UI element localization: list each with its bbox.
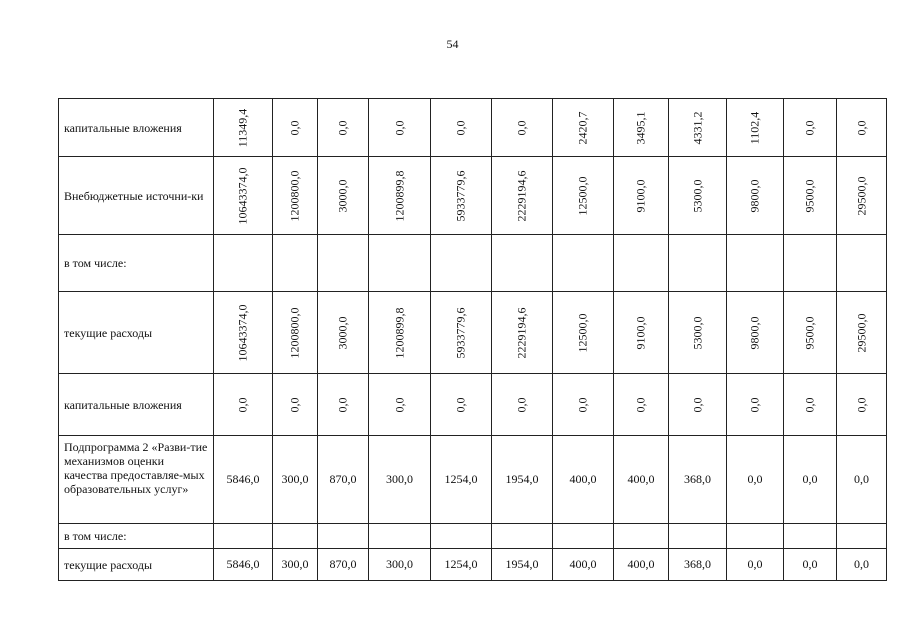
- table-cell: 368,0: [669, 549, 727, 581]
- table-cell: [431, 374, 492, 436]
- cell-value: 0,0: [335, 397, 350, 412]
- table-cell: [669, 374, 727, 436]
- cell-value: 29500,0: [854, 176, 868, 215]
- cell-value: 0,0: [335, 120, 350, 135]
- table-cell: [369, 374, 431, 436]
- table-cell: [369, 292, 431, 374]
- row-label: Внебюджетные источни-ки: [59, 157, 214, 235]
- cell-value: 4331,2: [690, 111, 704, 144]
- table-cell: 0,0: [727, 549, 784, 581]
- table-cell: 0,0: [837, 549, 887, 581]
- row-label: в том числе:: [59, 524, 214, 549]
- table-cell: [214, 524, 273, 549]
- table-cell: 300,0: [369, 436, 431, 524]
- table-row: [59, 235, 887, 292]
- cell-value: 12500,0: [575, 176, 590, 215]
- cell-value: 0,0: [287, 120, 302, 135]
- table-cell: [553, 374, 614, 436]
- table-row: [59, 157, 887, 235]
- table-cell: [614, 99, 669, 157]
- table-cell: [492, 524, 553, 549]
- cell-value: 3000,0: [335, 316, 350, 349]
- table-cell: [214, 99, 273, 157]
- table-cell: 400,0: [614, 436, 669, 524]
- table-body: [59, 99, 887, 581]
- cell-value: 5300,0: [690, 316, 704, 349]
- table-cell: [318, 235, 369, 292]
- table-cell: [837, 157, 887, 235]
- table-row: [59, 524, 887, 549]
- cell-value: 0,0: [747, 397, 762, 412]
- cell-value: 3495,1: [633, 111, 648, 144]
- table-cell: [273, 374, 318, 436]
- table-cell: 400,0: [553, 436, 614, 524]
- table-cell: [553, 99, 614, 157]
- table-cell: [784, 157, 837, 235]
- cell-value: 0,0: [453, 120, 468, 135]
- table-cell: [727, 157, 784, 235]
- cell-value: 0,0: [453, 397, 468, 412]
- table-cell: [369, 157, 431, 235]
- table-cell: 400,0: [553, 549, 614, 581]
- table-cell: 5846,0: [214, 549, 273, 581]
- table-cell: [214, 374, 273, 436]
- cell-value: 9800,0: [747, 179, 762, 212]
- table-cell: [614, 524, 669, 549]
- table-row: [59, 292, 887, 374]
- cell-value: 9800,0: [747, 316, 762, 349]
- table-cell: [369, 235, 431, 292]
- cell-value: 5300,0: [690, 179, 704, 212]
- table-cell: 1954,0: [492, 549, 553, 581]
- table-cell: 300,0: [273, 549, 318, 581]
- cell-value: 5933779,6: [453, 170, 468, 221]
- table-cell: [614, 157, 669, 235]
- table-cell: [727, 292, 784, 374]
- cell-value: 2229194,6: [514, 307, 529, 358]
- table-row: [59, 549, 887, 581]
- cell-value: 0,0: [514, 120, 529, 135]
- cell-value: 0,0: [802, 120, 817, 135]
- table-cell: [784, 99, 837, 157]
- table-cell: [784, 374, 837, 436]
- table-cell: [553, 235, 614, 292]
- table-cell: [318, 99, 369, 157]
- table-cell: [669, 524, 727, 549]
- table-cell: [553, 292, 614, 374]
- cell-value: 9100,0: [633, 179, 648, 212]
- table-cell: [273, 99, 318, 157]
- table-cell: [214, 157, 273, 235]
- table-cell: [837, 524, 887, 549]
- cell-value: 0,0: [235, 397, 250, 412]
- table-cell: 1954,0: [492, 436, 553, 524]
- table-cell: [431, 235, 492, 292]
- cell-value: 1200800,0: [287, 307, 302, 358]
- table-cell: [727, 524, 784, 549]
- table-cell: [614, 292, 669, 374]
- table-cell: [318, 157, 369, 235]
- cell-value: 9500,0: [802, 179, 817, 212]
- cell-value: 2420,7: [575, 111, 590, 144]
- cell-value: 0,0: [633, 397, 648, 412]
- table-cell: [784, 292, 837, 374]
- cell-value: 0,0: [392, 120, 406, 135]
- cell-value: 0,0: [575, 397, 590, 412]
- table-cell: 400,0: [614, 549, 669, 581]
- cell-value: 2229194,6: [514, 170, 529, 221]
- cell-value: 1200800,0: [287, 170, 302, 221]
- cell-value: 9100,0: [633, 316, 648, 349]
- table-cell: [727, 99, 784, 157]
- table-cell: 1254,0: [431, 549, 492, 581]
- cell-value: 1200899,8: [392, 170, 406, 221]
- table-cell: [318, 292, 369, 374]
- table-cell: 0,0: [837, 436, 887, 524]
- table-cell: [669, 235, 727, 292]
- row-label: текущие расходы: [59, 292, 214, 374]
- table-cell: [492, 235, 553, 292]
- table-cell: [669, 292, 727, 374]
- cell-value: 11349,4: [235, 108, 250, 147]
- table-cell: [837, 235, 887, 292]
- table-cell: [214, 292, 273, 374]
- cell-value: 0,0: [287, 397, 302, 412]
- cell-value: 0,0: [854, 120, 868, 135]
- table-cell: [837, 374, 887, 436]
- cell-value: 1200899,8: [392, 307, 406, 358]
- table-cell: [553, 524, 614, 549]
- row-label: в том числе:: [59, 235, 214, 292]
- table-cell: [369, 99, 431, 157]
- table-row: [59, 436, 887, 524]
- cell-value: 3000,0: [335, 179, 350, 212]
- table-cell: [431, 157, 492, 235]
- budget-table: [58, 98, 887, 581]
- table-cell: 368,0: [669, 436, 727, 524]
- table-cell: [727, 374, 784, 436]
- table-cell: [614, 374, 669, 436]
- table-cell: [318, 524, 369, 549]
- row-label: Подпрограмма 2 «Разви-тие механизмов оценки качества предоставляе-мых образовательных услуг»: [59, 436, 214, 524]
- table-cell: [273, 235, 318, 292]
- cell-value: 1102,4: [747, 111, 762, 144]
- table-cell: 0,0: [727, 436, 784, 524]
- table-cell: [273, 524, 318, 549]
- table-cell: 1254,0: [431, 436, 492, 524]
- cell-value: 0,0: [392, 397, 406, 412]
- table-cell: [837, 99, 887, 157]
- cell-value: 0,0: [854, 397, 868, 412]
- table-cell: [492, 292, 553, 374]
- table-cell: [614, 235, 669, 292]
- page-number: 54: [446, 37, 459, 51]
- table-row: [59, 374, 887, 436]
- cell-value: 0,0: [690, 397, 704, 412]
- table-cell: 0,0: [784, 549, 837, 581]
- table-cell: [669, 99, 727, 157]
- table-cell: 0,0: [784, 436, 837, 524]
- row-label: капитальные вложения: [59, 374, 214, 436]
- cell-value: 10643374,0: [235, 167, 250, 224]
- table-cell: [492, 99, 553, 157]
- table-cell: 870,0: [318, 549, 369, 581]
- table-cell: [837, 292, 887, 374]
- table-cell: [273, 292, 318, 374]
- row-label: текущие расходы: [59, 549, 214, 581]
- table-cell: [369, 524, 431, 549]
- cell-value: 9500,0: [802, 316, 817, 349]
- row-label: капитальные вложения: [59, 99, 214, 157]
- table-cell: [214, 235, 273, 292]
- table-cell: 300,0: [369, 549, 431, 581]
- table-cell: [553, 157, 614, 235]
- cell-value: 0,0: [802, 397, 817, 412]
- table-cell: [431, 524, 492, 549]
- table-cell: [784, 524, 837, 549]
- table-cell: [318, 374, 369, 436]
- table-cell: [727, 235, 784, 292]
- table-cell: [273, 157, 318, 235]
- table-cell: [431, 292, 492, 374]
- cell-value: 10643374,0: [235, 304, 250, 361]
- cell-value: 12500,0: [575, 313, 590, 352]
- table-row: [59, 99, 887, 157]
- table-cell: 5846,0: [214, 436, 273, 524]
- cell-value: 5933779,6: [453, 307, 468, 358]
- table-cell: [784, 235, 837, 292]
- table-cell: 870,0: [318, 436, 369, 524]
- table-cell: [669, 157, 727, 235]
- table-cell: [492, 157, 553, 235]
- cell-value: 0,0: [514, 397, 529, 412]
- table-cell: [431, 99, 492, 157]
- table-cell: 300,0: [273, 436, 318, 524]
- table-cell: [492, 374, 553, 436]
- cell-value: 29500,0: [854, 313, 868, 352]
